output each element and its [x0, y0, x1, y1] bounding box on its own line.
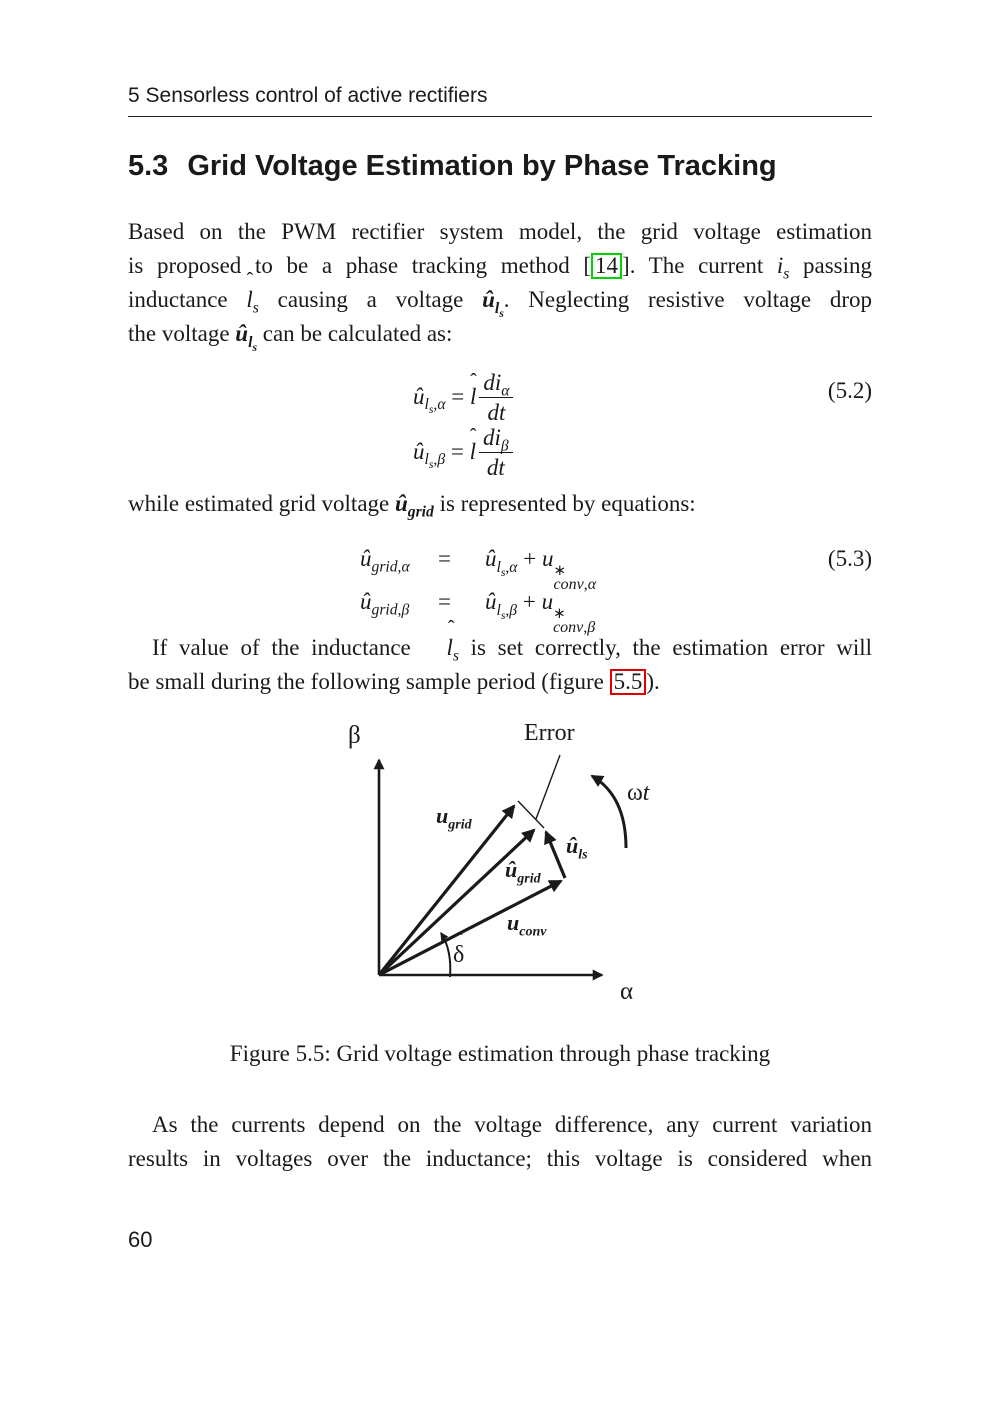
equation-5-3-row-alpha: [360, 543, 596, 591]
equals-sign: =: [438, 546, 451, 571]
equation-5-3-row-beta: [360, 586, 595, 634]
u-ls-hat-vector: [546, 832, 565, 878]
text-line: while estimated grid voltage $û_{grid}$ is represented by equations:: [128, 491, 696, 521]
running-header-text: 5 Sensorless control of active rectifiers: [128, 84, 488, 107]
fraction: [479, 425, 513, 480]
section-heading: [128, 148, 872, 184]
text-line: As the currents depend on the voltage difference, any current variation: [152, 1112, 872, 1137]
error-segment: [518, 801, 544, 828]
figure-5-5: [340, 718, 675, 1018]
error-label: Error: [524, 720, 575, 746]
alpha-axis-label: α: [620, 978, 634, 1005]
equation-rhs: $û_{l_s,\beta} + u$ ∗ conv,β: [484, 589, 596, 636]
equation-number-5-3: (5.3): [827, 546, 872, 571]
omega-t-label: ωt: [627, 780, 650, 806]
running-header: [128, 84, 872, 117]
equation-lhs: $û_{grid,\beta}$: [360, 589, 410, 619]
beta-axis-label: β: [348, 722, 361, 749]
fraction-numerator: $di_\alpha$: [479, 370, 513, 398]
equation-5-2-row-beta: [413, 424, 513, 480]
equation-lhs: $û_{l_s,\beta} = l$ ˆ: [413, 439, 476, 466]
figure-caption: Figure 5.5: Grid voltage estimation through phase tracking: [229, 1041, 771, 1066]
section-title: Grid Voltage Estimation by Phase Tracking: [187, 150, 777, 182]
fraction-numerator: $di_\beta$: [479, 425, 513, 453]
paragraph-1: [128, 215, 872, 354]
equation-lhs: $û_{grid,\alpha}$: [360, 546, 410, 576]
text-line: inductance l ˆ$_s$ causing a voltage $û_{l_s}$. Neglecting resistive voltage drop: [128, 283, 872, 317]
text-line: results in voltages over the inductance; this voltage is considered when: [128, 1146, 872, 1171]
error-pointer-line: [536, 755, 560, 819]
figure-5-5-link[interactable]: 5.5: [610, 669, 647, 695]
u-grid-hat-label: $û_{grid}$: [505, 857, 541, 887]
fraction: [479, 370, 513, 425]
fraction-denominator: dt: [487, 399, 506, 425]
equation-5-2-row-alpha: [413, 369, 513, 425]
u-grid-label: $u_{grid}$: [436, 803, 472, 833]
text-line: If value of the inductance l ˆ$_s$ is set correctly, the estimation error will: [128, 631, 872, 665]
omega-t-arc: [592, 776, 626, 848]
equation-rhs: $û_{l_s,\alpha} + u$ ∗ conv,α: [484, 546, 597, 593]
paragraph-3: [128, 1108, 872, 1176]
equals-sign: =: [438, 589, 451, 614]
text-line: Based on the PWM rectifier system model, the grid voltage estimation: [128, 219, 872, 244]
delta-hat-label: δ ˆ: [453, 942, 464, 969]
text-line: is proposed to be a phase tracking method [ 14 ]. The current $i_s$ passing: [128, 253, 872, 283]
u-grid-vector: [379, 806, 514, 975]
paragraph-2: [128, 631, 872, 699]
equation-number-5-2: (5.2): [827, 378, 872, 403]
text-line: be small during the following sample period (figure 5.5 ).: [128, 669, 660, 694]
section-number: 5.3: [128, 150, 169, 182]
u-conv-label: $u_{conv}$: [507, 910, 547, 940]
text-line: the voltage $û_{l_s}$ can be calculated as:: [128, 321, 453, 354]
equation-lhs: $û_{l_s,\alpha} = l$ ˆ: [413, 384, 476, 411]
paragraph-while: [128, 487, 872, 521]
u-ls-hat-label: $û_{ls}$: [566, 833, 588, 863]
citation-14-link[interactable]: 14: [591, 253, 622, 279]
page-number: 60: [128, 1227, 153, 1252]
fraction-denominator: dt: [486, 454, 505, 480]
